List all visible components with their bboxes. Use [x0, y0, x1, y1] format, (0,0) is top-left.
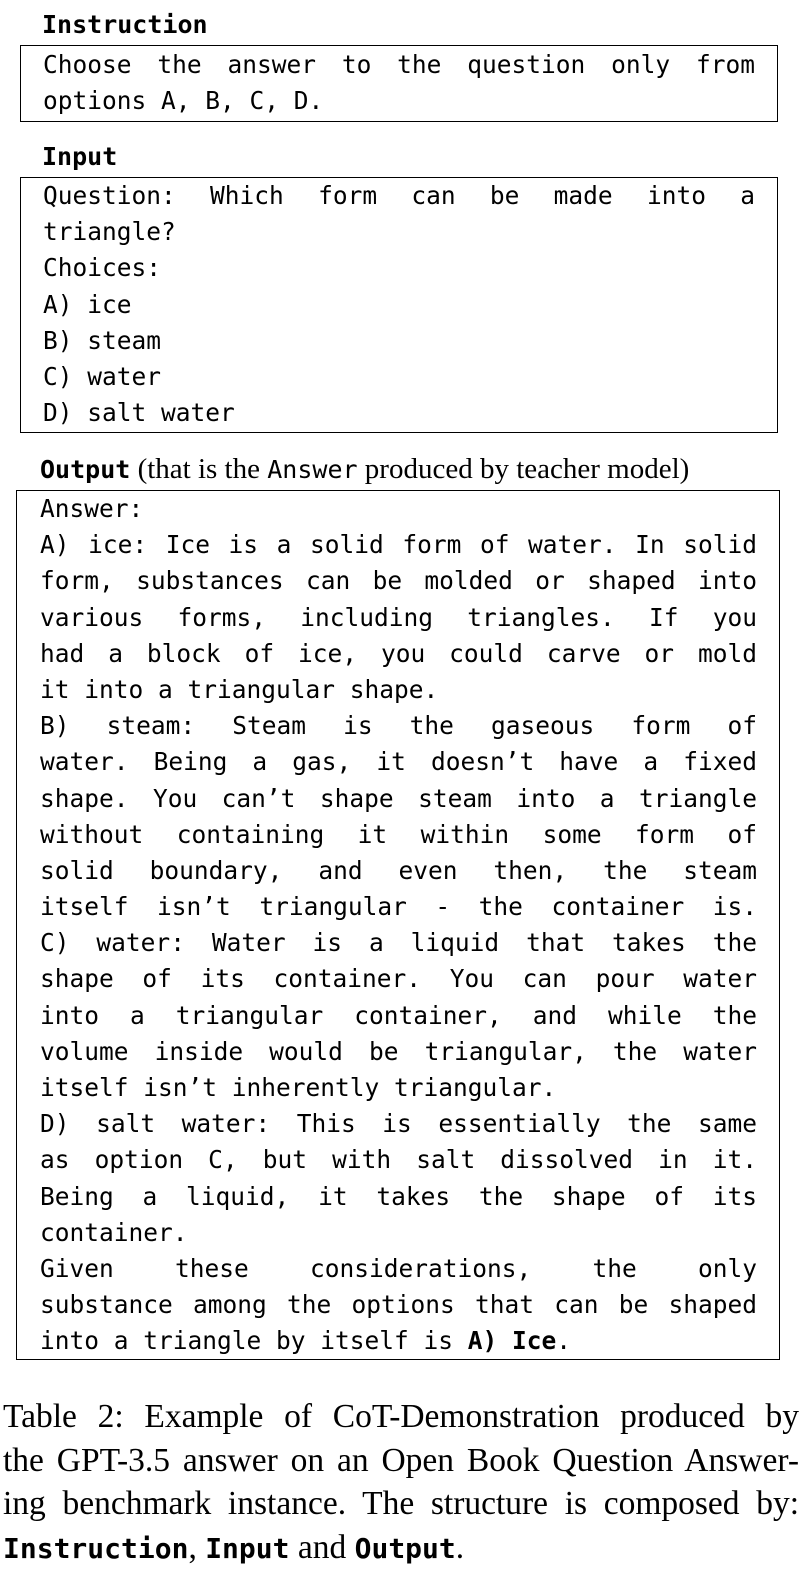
text-line: B) steam: [43, 325, 162, 355]
caption-line: Table 2: Example of CoT-Demonstration produced by: [3, 1398, 799, 1435]
caption-separator: and: [289, 1528, 355, 1566]
caption-separator: ,: [188, 1528, 206, 1566]
text-line: A) ice: [43, 289, 132, 319]
output-label: Output: [40, 455, 131, 484]
text-line: Choices:: [43, 253, 162, 283]
caption-line: [3, 1526, 799, 1571]
text-line: Question: Which form can be made into a: [43, 181, 755, 210]
caption-term-instruction: Instruction: [3, 1531, 189, 1565]
text-line: shape of its container. You can pour water: [40, 964, 757, 994]
text-line: had a block of ice, you could carve or mold: [40, 638, 757, 668]
text-line: into a triangular container, and while the: [40, 1000, 757, 1030]
caption-end: .: [455, 1528, 465, 1566]
caption-line: the GPT-3.5 answer on an Open Book Question Answer-: [3, 1441, 799, 1479]
text-line: itself isn’t inherently triangular.: [40, 1073, 557, 1102]
text-line: substance among the options that can be shaped: [40, 1290, 757, 1320]
input-label: Input: [42, 142, 118, 171]
text-line-final-answer: [40, 1323, 757, 1359]
output-label-rest-2: produced by teacher model): [357, 453, 690, 485]
text-line: container.: [40, 1217, 188, 1247]
text-line: triangle?: [43, 217, 176, 247]
output-label-code: Answer: [267, 455, 358, 484]
text-line: itself isn’t triangular - the container is.: [40, 892, 757, 922]
text-line: it into a triangular shape.: [40, 674, 439, 704]
text-line: C) water: Water is a liquid that takes the: [40, 928, 757, 958]
text-line: Given these considerations, the only: [40, 1253, 757, 1283]
caption-term-input: Input: [205, 1531, 290, 1565]
text-line: Choose the answer to the question only from: [43, 50, 755, 79]
text-line: Being a liquid, it takes the shape of its: [40, 1181, 757, 1211]
text-line: Answer:: [40, 494, 144, 523]
output-box: [16, 490, 780, 1360]
text-line: D) salt water: This is essentially the same: [40, 1109, 757, 1139]
text-line: D) salt water: [43, 398, 235, 428]
caption-line: ing benchmark instance. The structure is composed by:: [3, 1485, 799, 1523]
text-line: B) steam: Steam is the gaseous form of: [40, 711, 757, 741]
text-line: shape. You can’t shape steam into a triangle: [40, 783, 757, 813]
instruction-box: [20, 45, 778, 122]
text-line: C) water: [43, 361, 162, 391]
text-line: options A, B, C, D.: [43, 86, 324, 116]
input-box: [20, 177, 778, 433]
table-caption: [3, 1395, 799, 1570]
output-heading: [40, 451, 689, 488]
text-line: without containing it within some form of: [40, 819, 757, 849]
text-line: form, substances can be molded or shaped into: [40, 566, 757, 596]
final-answer-text: into a triangle by itself is: [40, 1326, 468, 1356]
text-line: volume inside would be triangular, the water: [40, 1036, 757, 1066]
final-answer-text: .: [556, 1326, 572, 1356]
caption-term-output: Output: [354, 1531, 456, 1565]
text-line: A) ice: Ice is a solid form of water. In solid: [40, 530, 757, 560]
final-answer-bold: A) Ice: [467, 1326, 557, 1356]
text-line: as option C, but with salt dissolved in it.: [40, 1145, 757, 1175]
output-label-rest-1: (that is the: [130, 453, 268, 485]
text-line: various forms, including triangles. If you: [40, 602, 757, 632]
text-line: solid boundary, and even then, the steam: [40, 855, 757, 885]
text-line: water. Being a gas, it doesn’t have a fixed: [40, 747, 757, 777]
instruction-label: Instruction: [42, 10, 208, 39]
